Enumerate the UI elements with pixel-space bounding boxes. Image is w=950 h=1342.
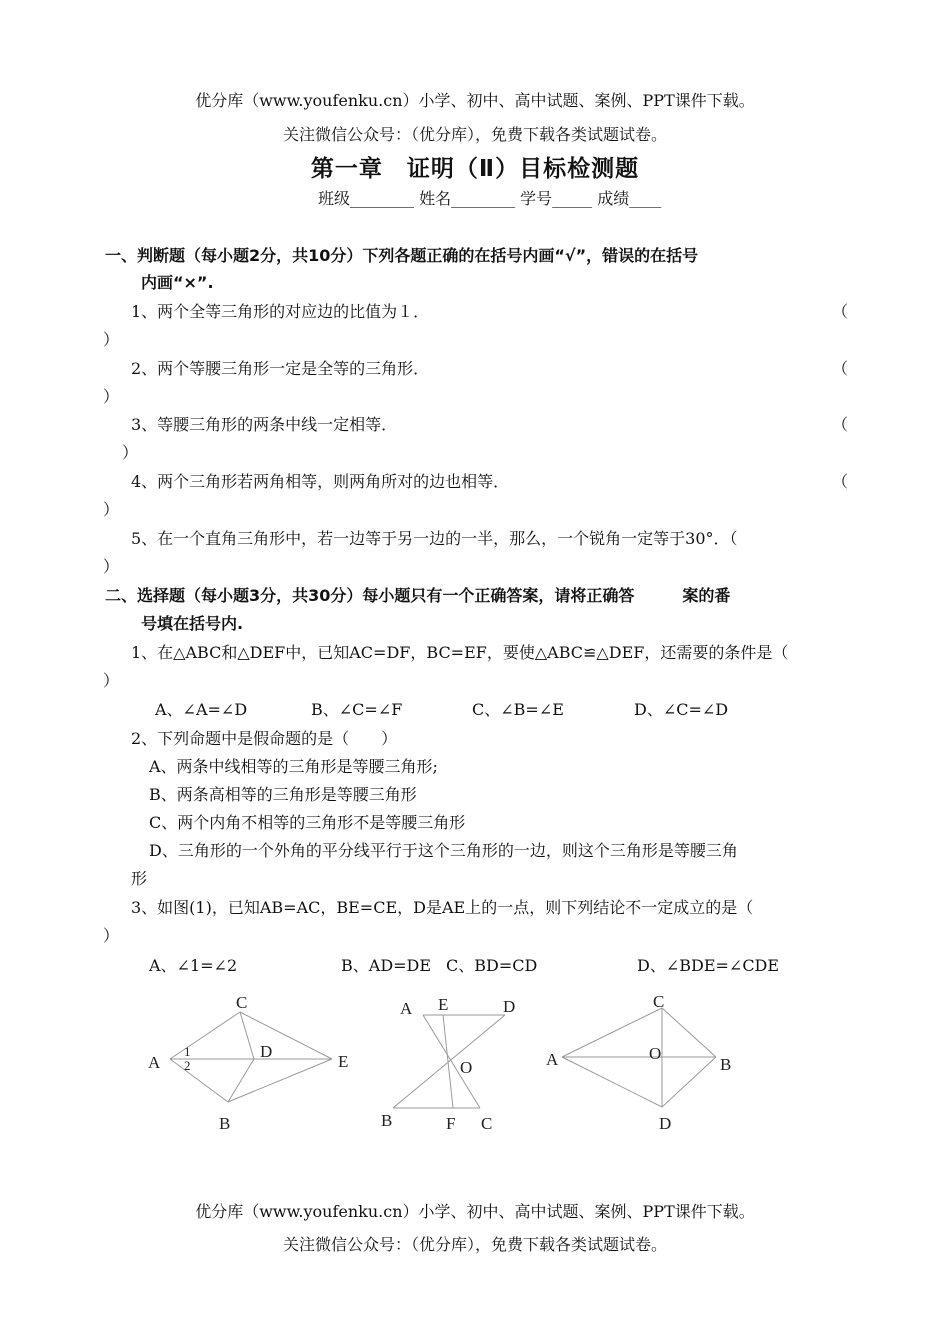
fig1-segment-be	[228, 1059, 332, 1102]
fig1-segment-bd	[228, 1059, 254, 1102]
fig3-label-b: B	[720, 1055, 732, 1074]
fig2-label-d: D	[503, 997, 516, 1016]
choice-q2: 2、下列命题中是假命题的是（ ）	[131, 729, 398, 748]
fig1-label-e: E	[338, 1052, 349, 1071]
q3-option-d: D、∠BDE=∠CDE	[637, 956, 780, 975]
fig2-label-o: O	[460, 1058, 473, 1077]
q1-option-a: A、∠A=∠D	[155, 700, 248, 719]
fig2-label-a: A	[400, 999, 413, 1018]
fig2-segment-bd	[393, 1015, 505, 1108]
fig2-label-b: B	[381, 1111, 393, 1130]
footer-line-2: 关注微信公众号：（优分库），免费下载各类试题试卷。	[282, 1235, 667, 1254]
q2-option-c: C、两个内角不相等的三角形不是等腰三角形	[149, 813, 466, 832]
judge-item-4-close: ）	[103, 500, 120, 519]
fig3-label-o: O	[649, 1044, 662, 1063]
fig1-segment-ab	[170, 1059, 228, 1102]
fig2-label-e: E	[438, 995, 449, 1014]
q3-option-a: A、∠1=∠2	[149, 956, 238, 975]
fig1-segment-ac	[170, 1012, 240, 1059]
student-info-line: 班级________ 姓名________ 学号_____ 成绩____	[318, 189, 662, 208]
choice-q3: 3、如图(1)，已知AB=AC，BE=CE，D是AE上的一点，则下列结论不一定成立的是（	[131, 898, 754, 917]
q2-option-a: A、两条中线相等的三角形是等腰三角形;	[149, 757, 438, 776]
header-line-2: 关注微信公众号：（优分库），免费下载各类试题试卷。	[282, 125, 667, 144]
choice-q1-close: ）	[103, 671, 120, 690]
q2-option-b: B、两条高相等的三角形是等腰三角形	[149, 785, 417, 804]
fig3-segment-da	[562, 1057, 662, 1107]
fig3-segment-cb	[662, 1008, 716, 1057]
judge-item-1-close: ）	[103, 330, 120, 349]
fig1-angle-1: 1	[184, 1044, 191, 1059]
q2-option-d: D、三角形的一个外角的平分线平行于这个三角形的一边，则这个三角形是等腰三角	[149, 841, 738, 860]
judge-item-2: 2、两个等腰三角形一定是全等的三角形．	[131, 359, 430, 378]
fig3-label-a: A	[546, 1050, 559, 1069]
fig2-label-f: F	[446, 1114, 456, 1133]
fig1-label-c: C	[236, 993, 248, 1012]
q3-option-b: B、AD=DE	[341, 956, 432, 975]
judge-item-1-open: （	[832, 302, 849, 321]
judge-item-4-open: （	[832, 472, 849, 491]
figure-2-hourglass-diagram	[375, 990, 535, 1140]
judge-item-2-open: （	[832, 359, 849, 378]
choice-q1: 1、在△ABC和△DEF中，已知AC=DF，BC=EF，要使△ABC≌△DEF，还需要的条件是（	[131, 643, 789, 662]
section-1-heading: 一、判断题（每小题2分，共10分）下列各题正确的在括号内画“√”，错误的在括号	[105, 246, 699, 265]
page-title: 第一章 证明（Ⅱ）目标检测题	[310, 156, 640, 182]
judge-item-1: 1、两个全等三角形的对应边的比值为１．	[131, 302, 430, 321]
fig1-label-a: A	[148, 1053, 161, 1072]
fig1-angle-2: 2	[184, 1058, 191, 1073]
fig1-label-d: D	[260, 1042, 273, 1061]
fig1-segment-cd	[240, 1012, 254, 1059]
figure-3-quadrilateral-diagram	[540, 985, 750, 1140]
figure-1-kite-diagram	[140, 990, 360, 1140]
judge-item-4: 4、两个三角形若两角相等，则两角所对的边也相等．	[131, 472, 510, 491]
fig1-label-b: B	[219, 1114, 231, 1133]
footer-line-1: 优分库（www.youfenku.cn）小学、初中、高中试题、案例、PPT课件下载。	[195, 1202, 755, 1221]
q1-option-d: D、∠C=∠D	[634, 700, 729, 719]
q1-option-b: B、∠C=∠F	[311, 700, 403, 719]
section-2-heading: 二、选择题（每小题3分，共30分）每小题只有一个正确答案，请将正确答 案的番	[105, 586, 731, 605]
judge-item-3: 3、等腰三角形的两条中线一定相等．	[131, 415, 398, 434]
judge-item-3-open: （	[832, 415, 849, 434]
judge-item-5-close: ）	[103, 557, 120, 576]
q2-option-d-cont: 形	[131, 869, 148, 888]
header-line-1: 优分库（www.youfenku.cn）小学、初中、高中试题、案例、PPT课件下载。	[195, 91, 755, 110]
judge-item-3-close: ）	[122, 443, 139, 462]
judge-item-5: 5、在一个直角三角形中，若一边等于另一边的一半，那么，一个锐角一定等于30°．（	[131, 529, 738, 548]
q3-option-c: C、BD=CD	[446, 956, 538, 975]
fig3-segment-bd	[662, 1057, 716, 1107]
fig3-segment-ac	[562, 1008, 662, 1057]
fig3-label-c: C	[653, 992, 665, 1011]
fig3-label-d: D	[659, 1114, 672, 1133]
fig2-label-c: C	[481, 1114, 493, 1133]
judge-item-2-close: ）	[103, 387, 120, 406]
fig1-segment-ce	[240, 1012, 332, 1059]
q1-option-c: C、∠B=∠E	[472, 700, 564, 719]
section-1-heading-cont: 内画“×”.	[141, 273, 214, 292]
choice-q3-close: ）	[103, 926, 120, 945]
section-2-heading-cont: 号填在括号内.	[141, 614, 244, 633]
